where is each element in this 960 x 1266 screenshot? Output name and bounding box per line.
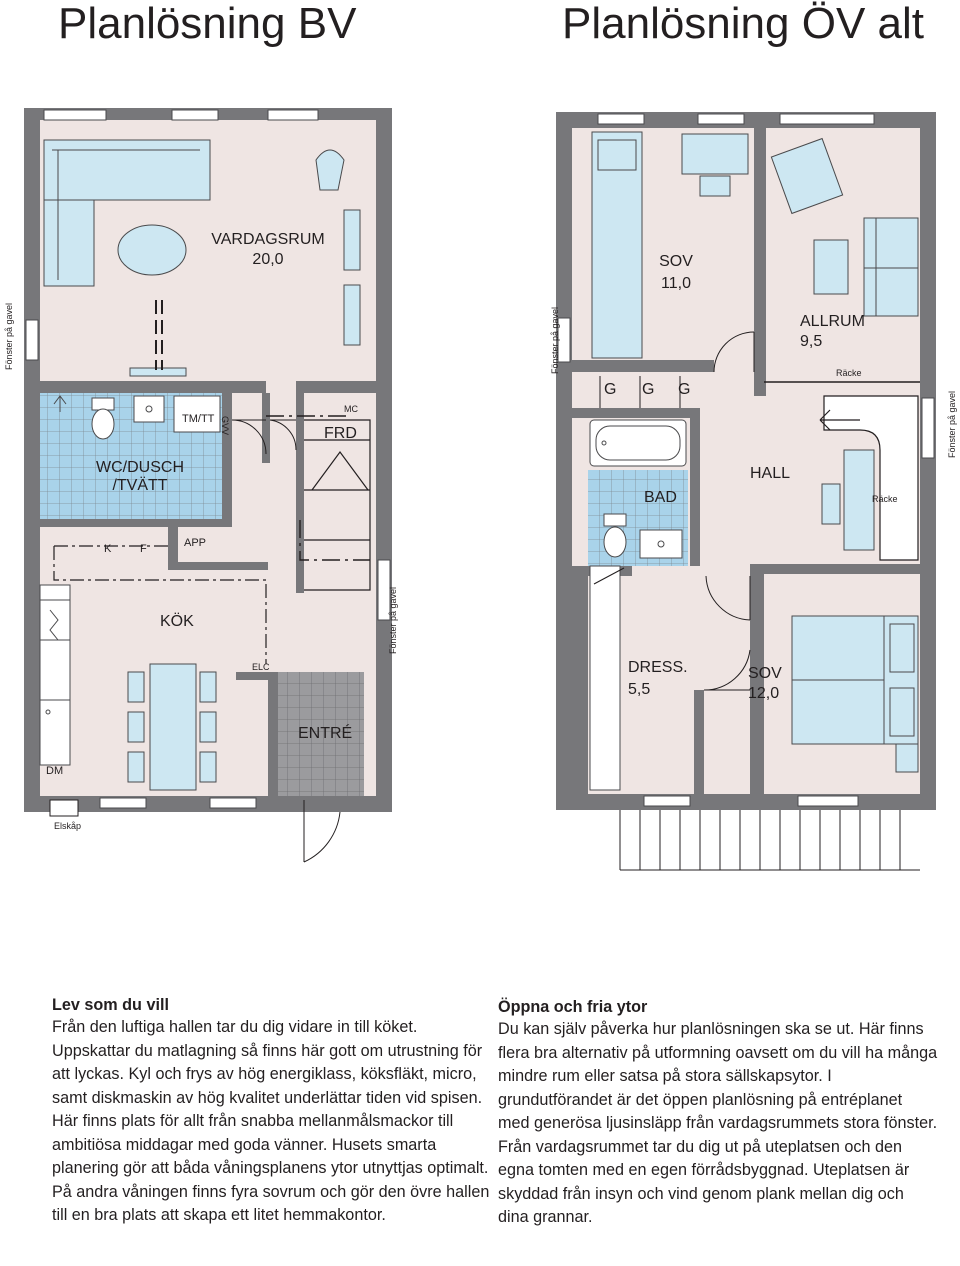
description-right-body: Du kan själv påverka hur planlösningen ska se ut. Här finns flera bra alternativ på utformning oavsett om du vill ha många mindre rum eller satsa på stora sällskapsytor. I grundutförandet är det öppen planlösning på entréplanet med generösa ljusinsläpp från vardagsrummets stora fönster. Från vardagsrummet tar du dig ut på uteplatsen och den egna tomten med en egen förrådsbyggnad. Uteplatsen är skyddad från insyn och vind genom plank mellan dig och dina grannar. (498, 1020, 938, 1226)
bed-icon (592, 132, 642, 358)
label-frd: FRD (324, 425, 357, 442)
label-vardagsrum-area: 20,0 (252, 251, 284, 268)
label-dress-area: 5,5 (628, 681, 651, 698)
label-sov-2: SOV (748, 665, 782, 682)
description-right (498, 996, 938, 1230)
description-left-body: Från den luftiga hallen tar du dig vidare in till köket. Uppskattar du matlagning så finns här gott om utrustning för att lyckas. Kyl och frys av hög energiklass, köksfläkt, micro, samt diskmaskin av hög kvalitet underlättar tiden vid spisen. Här finns plats för allt från snabba mellanmålsmackor till ambitiösa middagar med goda vänner. Husets smarta planering gör att båda våningsplanens ytor utnyttjas optimalt. På andra våningen finns fyra sovrum och gör den övre hallen till en bra plats att skapa ett litet hemmakontor. (52, 1018, 490, 1224)
label-f: F (140, 543, 147, 555)
label-tmtt: TM/TT (182, 413, 215, 425)
label-g-1: G (604, 381, 617, 398)
label-bad: BAD (644, 489, 677, 506)
ground-floor-plan (4, 108, 398, 862)
label-wc: WC/DUSCH (96, 459, 184, 476)
label-allrum: ALLRUM (800, 313, 865, 330)
label-sov-1: SOV (659, 253, 693, 270)
description-left-heading: Lev som du vill (52, 996, 169, 1014)
sink-icon (134, 396, 164, 422)
kitchen-counter-icon (40, 585, 70, 765)
double-bed-icon (792, 616, 918, 744)
label-window-gable-left-2: Fönster på gavel (388, 586, 398, 654)
label-dress: DRESS. (628, 659, 688, 676)
label-wc-2: /TVÄTT (112, 477, 168, 494)
description-right-heading: Öppna och fria ytor (498, 998, 648, 1016)
dressing-shelf-icon (590, 566, 620, 790)
coffee-table-icon (118, 225, 186, 275)
label-sov-1-area: 11,0 (661, 275, 691, 292)
label-app: APP (184, 537, 207, 549)
side-table-icon (814, 240, 848, 294)
nightstand-icon (896, 744, 918, 772)
label-hall: HALL (750, 465, 791, 482)
label-window-gable-right-1: Fönster på gavel (550, 306, 560, 374)
label-k: K (104, 543, 112, 555)
label-entre: ENTRÉ (298, 725, 353, 742)
label-gvv: GVV (220, 416, 230, 436)
label-sov-2-area: 12,0 (748, 685, 780, 702)
label-g-2: G (642, 381, 655, 398)
label-window-gable-left-1: Fönster på gavel (4, 302, 14, 370)
upper-top-windows (598, 114, 874, 124)
tv-bench-icon (130, 368, 186, 376)
electrical-cabinet (50, 800, 78, 816)
label-window-gable-right-2: Fönster på gavel (947, 390, 957, 458)
label-elc: ELC (252, 662, 270, 672)
toilet-icon (92, 398, 114, 439)
label-kok: KÖK (160, 613, 194, 630)
label-dm: DM (46, 765, 64, 777)
title-upper-floor: Planlösning ÖV alt (562, 0, 924, 48)
dining-table-icon (150, 664, 196, 790)
upper-sofa-icon (864, 218, 918, 316)
label-allrum-area: 9,5 (800, 333, 823, 350)
label-elskap: Elskåp (54, 821, 82, 831)
label-g-3: G (678, 381, 691, 398)
label-mc: MC (344, 404, 358, 414)
upper-floor-plan (550, 112, 957, 870)
description-left (52, 994, 492, 1228)
title-ground-floor: Planlösning BV (58, 0, 357, 48)
upper-sink-icon (640, 530, 682, 558)
balcony-railing (620, 810, 920, 870)
label-vardagsrum: VARDAGSRUM (211, 231, 325, 248)
bathtub-icon (590, 420, 686, 466)
label-racke-1: Räcke (836, 368, 862, 378)
upper-toilet-icon (604, 514, 626, 557)
label-racke-2: Räcke (872, 494, 898, 504)
top-windows (44, 110, 318, 120)
